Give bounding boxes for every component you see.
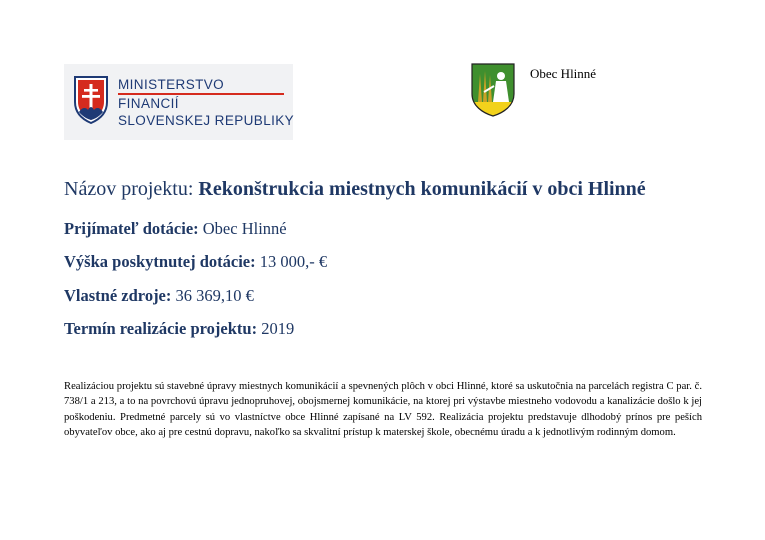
hlinne-coat-of-arms-icon: [470, 62, 516, 118]
grant-amount-row: [64, 252, 327, 272]
ministry-name-line-3: SLOVENSKEJ REPUBLIKY: [118, 113, 295, 128]
grant-amount-value: 13 000,- €: [259, 252, 328, 271]
slovak-coat-of-arms-icon: [74, 76, 108, 124]
grant-amount-label: Výška poskytnutej dotácie:: [64, 252, 256, 271]
project-description: Realizáciou projektu sú stavebné úpravy miestnych komunikácií a spevnených plôch v obci Hlinné, ktoré sa uskutočnia na parcelách registra C par. č. 738/1 a 213, a to na povrchovú úpravu jednopruhovej, obojsmernej komunikácie, na ktorej pri výstavbe miestneho vodovodu a kanalizácie došlo k jej poškodeniu. Predmetné parcely sú vo vlastníctve obce Hlinné zapísané na LV 592. Realizácia projektu predstavuje dlhodobý prínos pre peších obyvateľov obce, ako aj pre cestnú dopravu, nakoľko sa skvalitní prístup k materskej škole, obecnému úradu a k jednotlivým rodinným domom.: [64, 381, 702, 439]
recipient-value: Obec Hlinné: [202, 219, 287, 238]
project-title: [64, 178, 646, 201]
ministry-name-line-1: MINISTERSTVO: [118, 77, 225, 92]
own-resources-value: 36 369,10 €: [175, 286, 254, 305]
ministry-divider: [118, 93, 284, 95]
ministry-name-line-2: FINANCIÍ: [118, 96, 179, 111]
project-title-label: Názov projektu:: [64, 178, 194, 200]
ministry-logo: [64, 64, 293, 140]
recipient-row: [64, 219, 287, 239]
own-resources-row: [64, 286, 254, 306]
municipality-name: Obec Hlinné: [530, 66, 597, 81]
realization-term-value: 2019: [261, 319, 295, 338]
own-resources-label: Vlastné zdroje:: [64, 286, 172, 305]
recipient-label: Prijímateľ dotácie:: [64, 219, 199, 238]
realization-term-row: [64, 319, 294, 339]
realization-term-label: Termín realizácie projektu:: [64, 319, 258, 338]
project-title-value: Rekonštrukcia miestnych komunikácií v obci Hlinné: [198, 178, 646, 200]
